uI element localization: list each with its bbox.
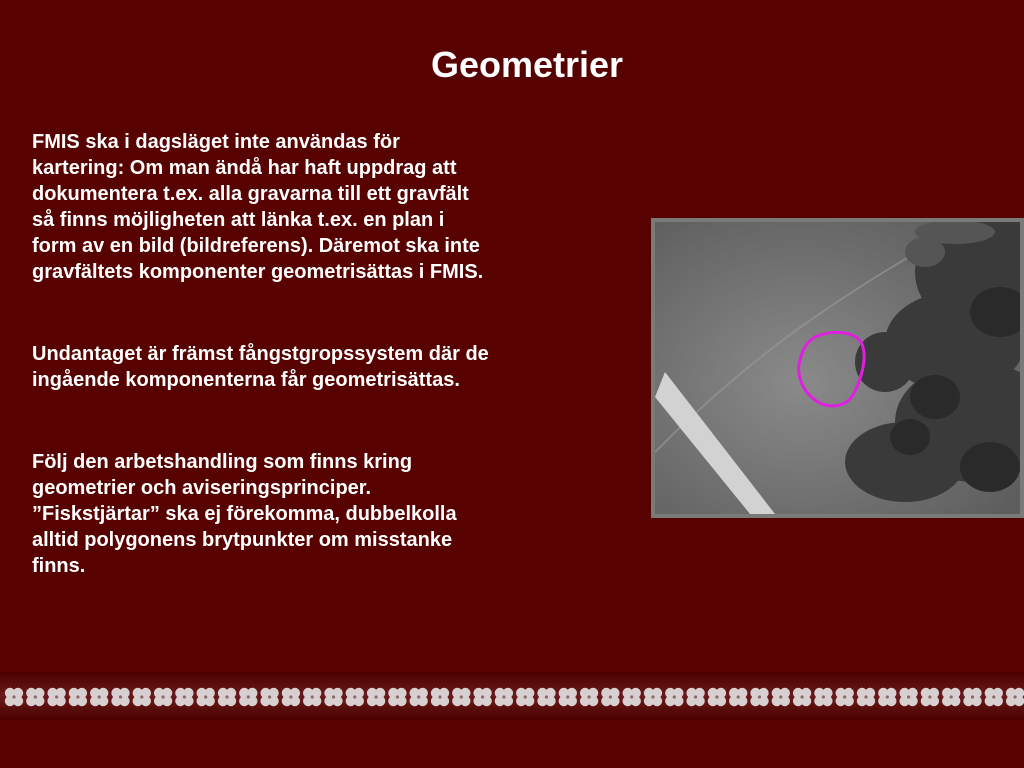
flower-ornament [431, 688, 449, 706]
flower-ornament [921, 688, 939, 706]
flower-ornament [495, 688, 513, 706]
flower-ornament [857, 688, 875, 706]
footer-flower-pattern [0, 680, 1024, 714]
flower-ornament [686, 688, 704, 706]
flower-ornament [750, 688, 768, 706]
paragraph-guidelines: Följ den arbetshandling som finns kring geometrier och aviseringsprinciper. ”Fiskstjärtar” ska ej förekomma, dubbelkolla alltid polygonens brytpunkter om misstanke finns. [32, 451, 457, 577]
flower-ornament [644, 688, 662, 706]
aerial-photo [651, 218, 1024, 518]
flower-ornament [47, 688, 65, 706]
flower-ornament [836, 688, 854, 706]
flower-ornament [772, 688, 790, 706]
flower-ornament [175, 688, 193, 706]
flower-ornament [26, 688, 44, 706]
flower-ornament [154, 688, 172, 706]
flower-ornament [963, 688, 981, 706]
flower-ornament [260, 688, 278, 706]
flower-ornament [324, 688, 342, 706]
flower-ornament [473, 688, 491, 706]
flower-ornament [580, 688, 598, 706]
flower-ornament [69, 688, 87, 706]
flower-ornament [218, 688, 236, 706]
flower-ornament [623, 688, 641, 706]
flower-ornament [708, 688, 726, 706]
flower-ornament [346, 688, 364, 706]
flower-ornament [601, 688, 619, 706]
flower-ornament [452, 688, 470, 706]
flower-ornament [814, 688, 832, 706]
flower-ornament [559, 688, 577, 706]
flower-ornament [5, 688, 23, 706]
flower-ornament [388, 688, 406, 706]
flower-ornament [516, 688, 534, 706]
paragraph-fmis-mapping: FMIS ska i dagsläget inte användas för kartering: Om man ändå har haft uppdrag att dokumentera t.ex. alla gravarna till ett gravfält så finns möjligheten att länka t.ex. en plan i form av en bild (bildreferens). Däremot ska inte gravfältets komponenter geometrisättas i FMIS. [32, 131, 484, 283]
aerial-photo-image [655, 222, 1020, 514]
flower-ornament [303, 688, 321, 706]
flower-ornament [282, 688, 300, 706]
flower-ornament [985, 688, 1003, 706]
slide-title: Geometrier [430, 44, 624, 85]
flower-ornament [111, 688, 129, 706]
flower-ornament [793, 688, 811, 706]
flower-ornament [410, 688, 428, 706]
flower-ornament [133, 688, 151, 706]
flower-ornament [90, 688, 108, 706]
paragraph-exception: Undantaget är främst fångstgropssystem där de ingående komponenterna får geometrisättas. [32, 343, 489, 391]
flower-ornament [942, 688, 960, 706]
flower-ornament [367, 688, 385, 706]
flower-ornament [197, 688, 215, 706]
flower-ornament [1006, 688, 1024, 706]
flower-ornament [878, 688, 896, 706]
flower-ornament [239, 688, 257, 706]
flower-ornament [899, 688, 917, 706]
slide-body [32, 129, 632, 579]
flower-ornament [537, 688, 555, 706]
flower-ornament [729, 688, 747, 706]
flower-ornament [665, 688, 683, 706]
